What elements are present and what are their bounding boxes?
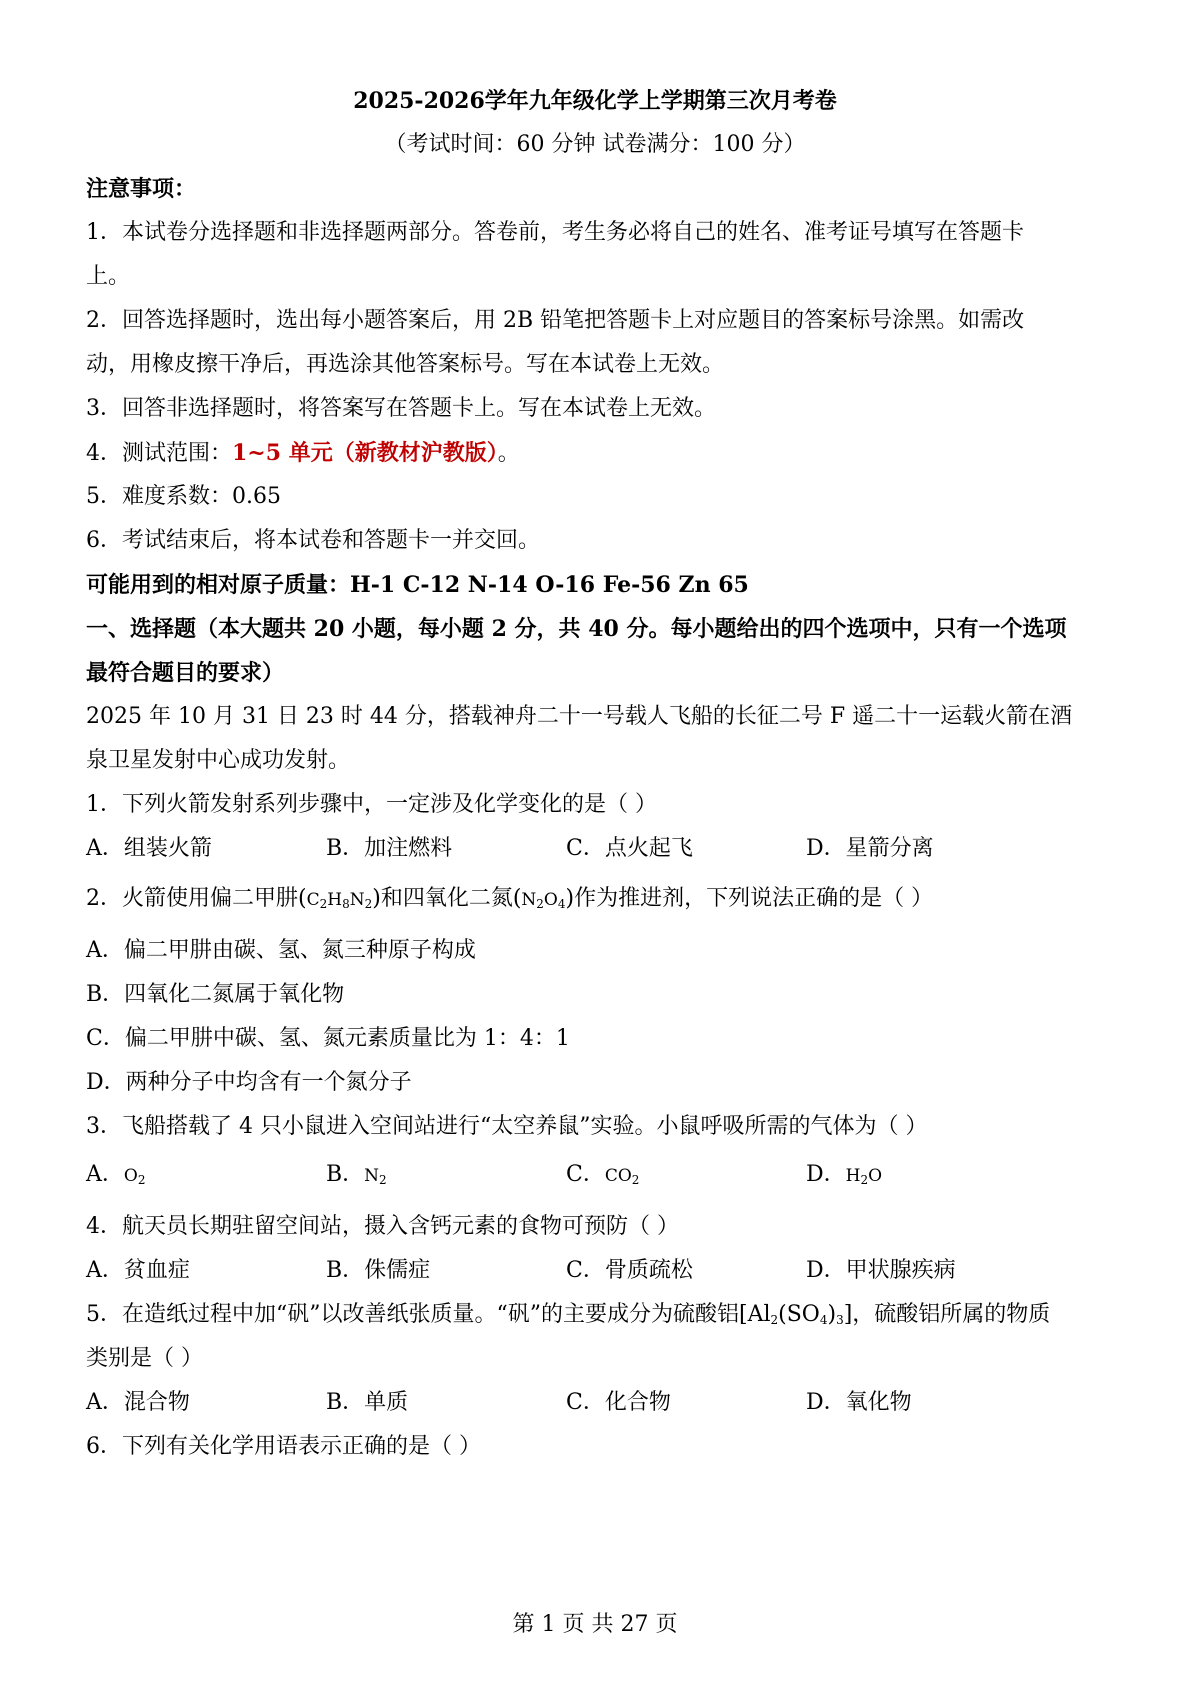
formula-part: N	[349, 890, 365, 910]
formula-part: CO	[604, 1166, 632, 1186]
option-a: A．混合物	[86, 1390, 190, 1415]
stem-text: 5．在造纸过程中加“矾”以改善纸张质量。“矾”的主要成分为硫酸铝[Al	[86, 1302, 771, 1327]
stem-text: )作为推进剂，下列说法正确的是（ ）	[565, 886, 934, 911]
option-d: D．甲状腺疾病	[806, 1258, 956, 1283]
option-label: B．	[326, 1162, 365, 1187]
question-stem: 1．下列火箭发射系列步骤中，一定涉及化学变化的是（ ）	[86, 792, 657, 817]
note-item: 3．回答非选择题时，将答案写在答题卡上。写在本试卷上无效。	[86, 396, 716, 421]
formula-sub: 4	[557, 897, 566, 911]
context-paragraph: 2025 年 10 月 31 日 23 时 44 分，搭载神舟二十一号载人飞船的长征二号 F 遥二十一运载火箭在酒	[86, 704, 1073, 729]
note-item-scope	[86, 438, 1110, 469]
question-stem: 类别是（ ）	[86, 1346, 203, 1371]
section-heading: 一、选择题（本大题共 20 小题，每小题 2 分，共 40 分。每小题给出的四个选项中，只有一个选项	[86, 616, 1067, 642]
formula-sub: 4	[819, 1313, 828, 1327]
option-c: C．化合物	[566, 1390, 671, 1415]
option-d: D．氧化物	[806, 1390, 912, 1415]
question-stem: 3．飞船搭载了 4 只小鼠进入空间站进行“太空养鼠”实验。小鼠呼吸所需的气体为（ ）	[86, 1114, 928, 1139]
option-b: B．单质	[326, 1390, 409, 1415]
option-c: C．骨质疏松	[566, 1258, 693, 1283]
stem-text: ]，硫酸铝所属的物质	[843, 1302, 1051, 1327]
option-d: D．星箭分离	[806, 836, 934, 861]
stem-text: )和四氧化二氮(	[372, 886, 522, 911]
formula-part: O	[543, 890, 558, 910]
question-stem: 6．下列有关化学用语表示正确的是（ ）	[86, 1434, 481, 1459]
atomic-mass-line: 可能用到的相对原子质量：H-1 C-12 N-14 O-16 Fe-56 Zn 65	[86, 572, 749, 598]
formula-part: H	[845, 1166, 861, 1186]
formula-sub: 2	[770, 1313, 779, 1327]
scope-prefix: 4．测试范围：	[86, 441, 232, 466]
scope-highlight: 1~5 单元（新教材沪教版）	[232, 440, 498, 466]
formula-sub: 8	[342, 897, 350, 911]
formula-sub: 2	[137, 1173, 146, 1187]
option-d	[806, 1160, 882, 1191]
question-stem	[86, 1300, 1110, 1330]
formula-c2h8n2	[307, 890, 373, 910]
note-item: 2．回答选择题时，选出每小题答案后，用 2B 铅笔把答题卡上对应题目的答案标号涂黑。如需改	[86, 308, 1025, 333]
question-stem: 4．航天员长期驻留空间站，摄入含钙元素的食物可预防（ ）	[86, 1214, 679, 1239]
note-item: 动，用橡皮擦干净后，再选涂其他答案标号。写在本试卷上无效。	[86, 352, 725, 377]
option-label: A．	[86, 1162, 124, 1187]
formula-sub: 2	[536, 897, 544, 911]
formula-sub: 3	[836, 1313, 844, 1327]
option-c: C．偏二甲肼中碳、氢、氮元素质量比为 1：4：1	[86, 1026, 570, 1051]
note-item: 1．本试卷分选择题和非选择题两部分。答卷前，考生务必将自己的姓名、准考证号填写在答题卡	[86, 220, 1025, 245]
notes-heading: 注意事项：	[86, 176, 197, 202]
exam-title: 2025-2026学年九年级化学上学期第三次月考卷	[353, 88, 837, 114]
option-c: C．点火起飞	[566, 836, 693, 861]
page-footer: 第 1 页 共 27 页	[512, 1612, 678, 1637]
stem-text: (SO	[778, 1302, 820, 1327]
note-item: 5．难度系数：0.65	[86, 484, 281, 509]
formula-part: C	[306, 890, 320, 910]
option-b: B．加注燃料	[326, 836, 453, 861]
formula-part: O	[868, 1166, 883, 1186]
formula-part: N	[364, 1166, 380, 1186]
note-item: 6．考试结束后，将本试卷和答题卡一并交回。	[86, 528, 540, 553]
option-label: D．	[806, 1162, 846, 1187]
option-b: B．四氧化二氮属于氧化物	[86, 982, 345, 1007]
formula-sub: 2	[860, 1173, 869, 1187]
section-heading: 最符合题目的要求）	[86, 660, 285, 686]
option-d: D．两种分子中均含有一个氮分子	[86, 1070, 412, 1095]
option-c	[566, 1160, 639, 1191]
option-a	[86, 1160, 145, 1191]
stem-text: )	[827, 1302, 837, 1327]
option-a: A．组装火箭	[86, 836, 212, 861]
option-b	[326, 1160, 387, 1191]
formula-part: O	[123, 1166, 138, 1186]
formula-sub: 2	[631, 1173, 640, 1187]
option-b: B．侏儒症	[326, 1258, 431, 1283]
option-label: C．	[566, 1162, 605, 1187]
exam-subtitle: （考试时间：60 分钟 试卷满分：100 分）	[384, 132, 806, 157]
formula-part: N	[521, 890, 537, 910]
question-stem	[86, 884, 1110, 915]
context-paragraph: 泉卫星发射中心成功发射。	[86, 748, 351, 773]
formula-sub: 2	[319, 897, 328, 911]
option-a: A．贫血症	[86, 1258, 190, 1283]
formula-sub: 2	[379, 1173, 387, 1187]
option-a: A．偏二甲肼由碳、氢、氮三种原子构成	[86, 938, 476, 963]
scope-suffix: 。	[497, 441, 520, 466]
note-item: 上。	[86, 264, 131, 289]
formula-sub: 2	[364, 897, 373, 911]
stem-text: 2．火箭使用偏二甲肼(	[86, 886, 307, 911]
formula-part: H	[327, 890, 343, 910]
formula-n2o4	[521, 890, 565, 910]
